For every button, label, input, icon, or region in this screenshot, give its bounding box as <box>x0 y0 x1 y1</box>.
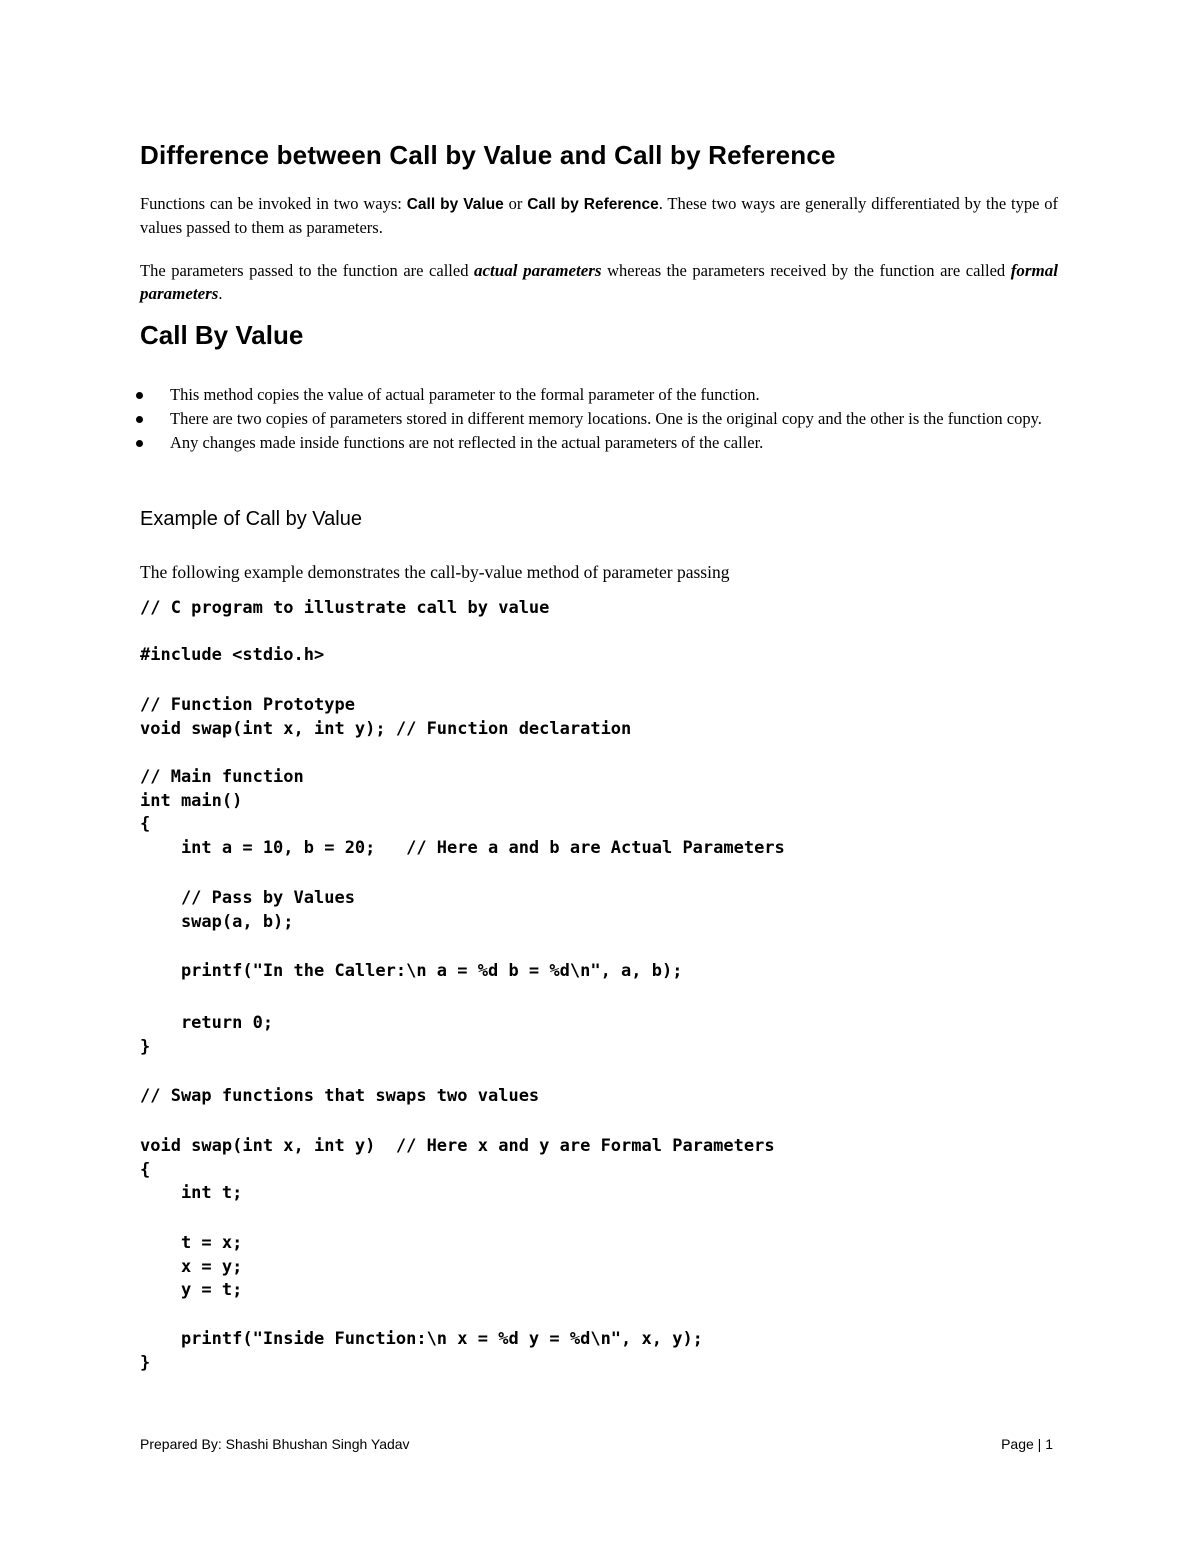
bullet-icon <box>136 440 143 447</box>
params-text-1: The parameters passed to the function are called <box>140 261 474 280</box>
intro-text-1: Functions can be invoked in two ways: <box>140 194 407 213</box>
code-printf-inside: printf("Inside Function:\n x = %d y = %d\n", x, y); } <box>140 1329 703 1373</box>
code-printf-caller: printf("In the Caller:\n a = %d b = %d\n", a, b); <box>140 961 683 981</box>
call-by-value-term: Call by Value <box>406 196 504 213</box>
code-swap-call: // Pass by Values swap(a, b); <box>180 888 355 932</box>
code-swap-definition: void swap(int x, int y) // Here x and y are Formal Parameters { int t; <box>140 1136 775 1203</box>
intro-text-3: . These two ways are generally differentiated by the type of values passed to them as parameters. <box>140 194 1058 237</box>
section-heading-call-by-value: Call By Value <box>140 320 304 350</box>
params-text-3: . <box>218 284 223 303</box>
footer-author: Prepared By: Shashi Bhushan Singh Yadav <box>140 1436 410 1452</box>
intro-text-2: or <box>503 194 528 213</box>
bullet-text: There are two copies of parameters stored in different memory locations. One is the original copy and the other is the function copy. <box>170 409 1042 428</box>
bullet-text: This method copies the value of actual parameter to the formal parameter of the function. <box>170 385 760 404</box>
code-comment-header: // C program to illustrate call by value <box>140 598 550 618</box>
code-swap-comment: // Swap functions that swaps two values <box>140 1086 540 1106</box>
intro-paragraph <box>140 192 1058 239</box>
document-title: Difference between Call by Value and Call by Reference <box>140 140 836 170</box>
code-prototype: // Function Prototype void swap(int x, int y); // Function declaration <box>140 695 632 739</box>
bullet-icon <box>136 392 143 399</box>
parameters-paragraph <box>140 259 1058 305</box>
footer-page-number: Page | 1 <box>1001 1436 1053 1452</box>
list-item <box>140 407 1058 430</box>
example-heading: Example of Call by Value <box>140 508 362 530</box>
call-by-reference-term: Call by Reference <box>527 196 659 213</box>
actual-parameters-term: actual parameters <box>474 261 602 280</box>
formal-parameters-term: formal parameters <box>140 261 1058 303</box>
bullet-icon <box>136 416 143 423</box>
code-return: return 0; } <box>140 1013 274 1057</box>
code-main-start: // Main function int main() { int a = 10, b = 20; // Here a and b are Actual Parameters <box>140 767 785 858</box>
bullet-text: Any changes made inside functions are not reflected in the actual parameters of the caller. <box>170 433 764 452</box>
params-text-2: whereas the parameters received by the function are called <box>601 261 1011 280</box>
list-item <box>140 383 1058 406</box>
call-by-value-bullet-list <box>140 383 1058 455</box>
code-swap-body: t = x; x = y; y = t; <box>180 1233 243 1300</box>
document-page <box>140 0 1058 1553</box>
code-include: #include <stdio.h> <box>140 645 325 665</box>
example-intro: The following example demonstrates the call-by-value method of parameter passing <box>140 562 730 582</box>
list-item <box>140 431 1058 454</box>
